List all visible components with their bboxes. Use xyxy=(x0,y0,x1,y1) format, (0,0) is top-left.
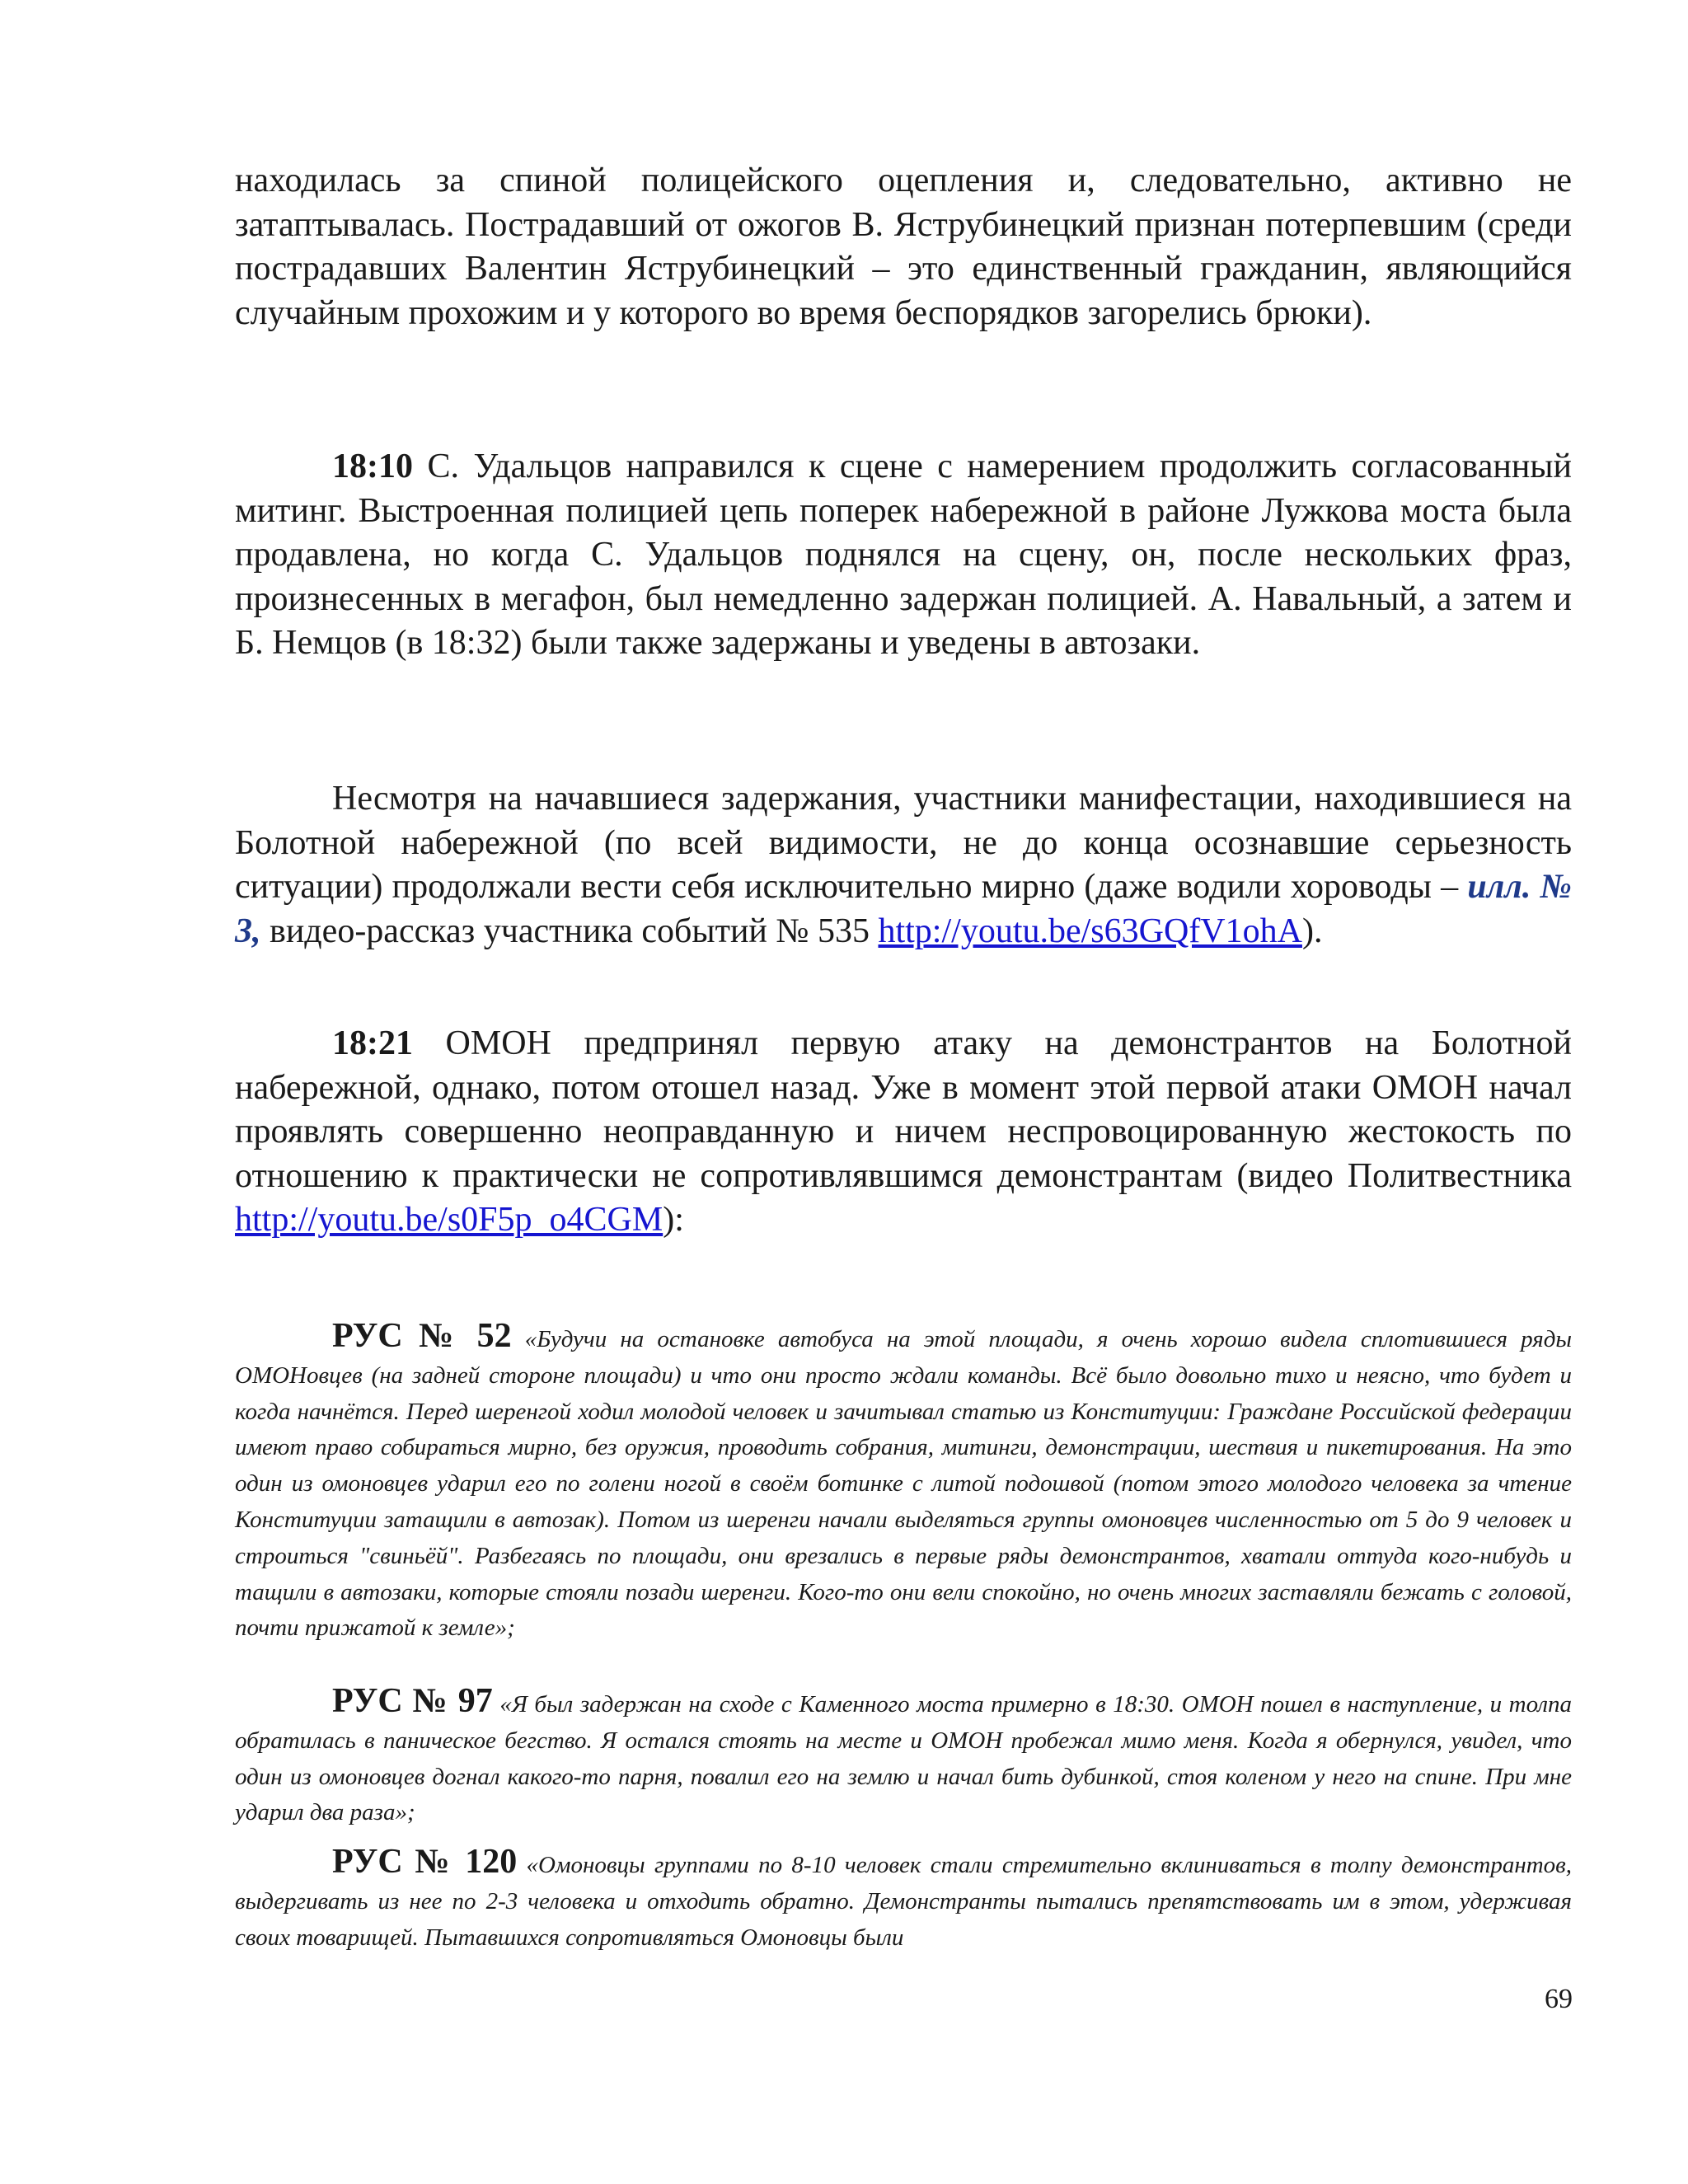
paragraph-ozhogi: находилась за спиной полицейского оцепления и, следовательно, активно не затаптывалась. Пострадавший от ожогов В. Яструбинецкий признан потерпевшим (среди пострадавших Валентин Яструбинецкий – это единственный гражданин, являющийся случайным прохожим и у которого во время беспорядков загорелись брюки). xyxy=(235,162,1572,332)
quote-rus-97 xyxy=(235,1682,1572,1833)
paragraph-1810 xyxy=(235,445,1572,666)
paragraph-khorovody-mid: видео-рассказ участника событий № 535 xyxy=(260,912,879,950)
quote-rus-120 xyxy=(235,1843,1573,1957)
youtube-link-1[interactable]: http://youtu.be/s63GQfV1ohA xyxy=(878,912,1302,950)
paragraph-khorovody xyxy=(235,777,1572,954)
paragraph-1821-text: ОМОН предпринял первую атаку на демонстрантов на Болотной набережной, однако, потом отошел назад. Уже в момент этой первой атаки ОМОН начал проявлять совершенно неоправданную и ничем неспровоцированную жестокость по отношению к практически не сопротивлявшимся демонстрантам (видео Политвестника xyxy=(235,1024,1572,1195)
quote-text: «Омоновцы группами по 8-10 человек стали стремительно вклиниваться в толпу демонстрантов, выдергивать из нее по 2-3 человека и отходить обратно. Демонстранты пытались препятствовать им в этом, удерживая своих товарищей. Пытавшихся сопротивляться Омоновцы были xyxy=(235,1852,1573,1951)
quote-rus-52 xyxy=(235,1317,1572,1648)
illustration-ref: илл. № 3, xyxy=(235,868,1572,950)
paragraph-khorovody-pre: Несмотря на начавшиеся задержания, участники манифестации, находившиеся на Болотной набережной (по всей видимости, не до конца осознавшие серьезность ситуации) продолжали вести себя исключительно мирно (даже водили хороводы – xyxy=(235,780,1572,906)
time-1810: 18:10 xyxy=(332,448,413,485)
paragraph-khorovody-post: ). xyxy=(1301,912,1323,950)
paragraph-1821 xyxy=(235,1022,1572,1243)
quote-code: РУС № 97 xyxy=(332,1682,493,1720)
paragraph-1821-post: ): xyxy=(663,1201,684,1239)
paragraph-1810-text: С. Удальцов направился к сцене с намерением продолжить согласованный митинг. Выстроенная полицией цепь поперек набережной в районе Лужкова моста была продавлена, но когда С. Удальцов поднялся на сцену, он, после нескольких фраз, произнесенных в мегафон, был немедленно задержан полицией. А. Навальный, а затем и Б. Немцов (в 18:32) были также задержаны и уведены в автозаки. xyxy=(235,448,1572,662)
quote-text: «Будучи на остановке автобуса на этой площади, я очень хорошо видела сплотившиеся ряды ОМОНовцев (на задней стороне площади) и что они просто ждали команды. Всё было довольно тихо и неясно, что будет и когда начнётся. Перед шеренгой ходил молодой человек и зачитывал статью из Конституции: Граждане Российской федерации имеют право собираться мирно, без оружия, проводить собрания, митинги, демонстрации, шествия и пикетирования. На это один из омоновцев ударил его по голени ногой в своём ботинке с литой подошвой (потом этого молодого человека за чтение Конституции затащили в автозак). Потом из шеренги начали выделяться группы омоновцев численностью от 5 до 9 человек и строиться "свиньёй". Разбегаясь по площади, они врезались в первые ряды демонстрантов, хватали оттуда кого-нибудь и тащили в автозаки, которые стояли позади шеренги. Кого-то они вели спокойно, но очень многих заставляли бежать с головой, почти прижатой к земле»; xyxy=(235,1326,1572,1642)
quote-code: РУС № 52 xyxy=(332,1317,512,1355)
time-1821: 18:21 xyxy=(332,1024,413,1062)
quote-code: РУС № 120 xyxy=(332,1843,518,1881)
page-number: 69 xyxy=(1545,1984,1573,2014)
youtube-link-2[interactable]: http://youtu.be/s0F5p_o4CGM xyxy=(235,1201,663,1239)
quote-text: «Я был задержан на сходе с Каменного моста примерно в 18:30. ОМОН пошел в наступление, и толпа обратилась в паническое бегство. Я остался стоять на месте и ОМОН пробежал мимо меня. Когда я обернулся, увидел, что один из омоновцев догнал какого-то парня, повалил его на землю и начал бить дубинкой, стоя коленом у него на спине. При мне ударил два раза»; xyxy=(235,1691,1572,1826)
